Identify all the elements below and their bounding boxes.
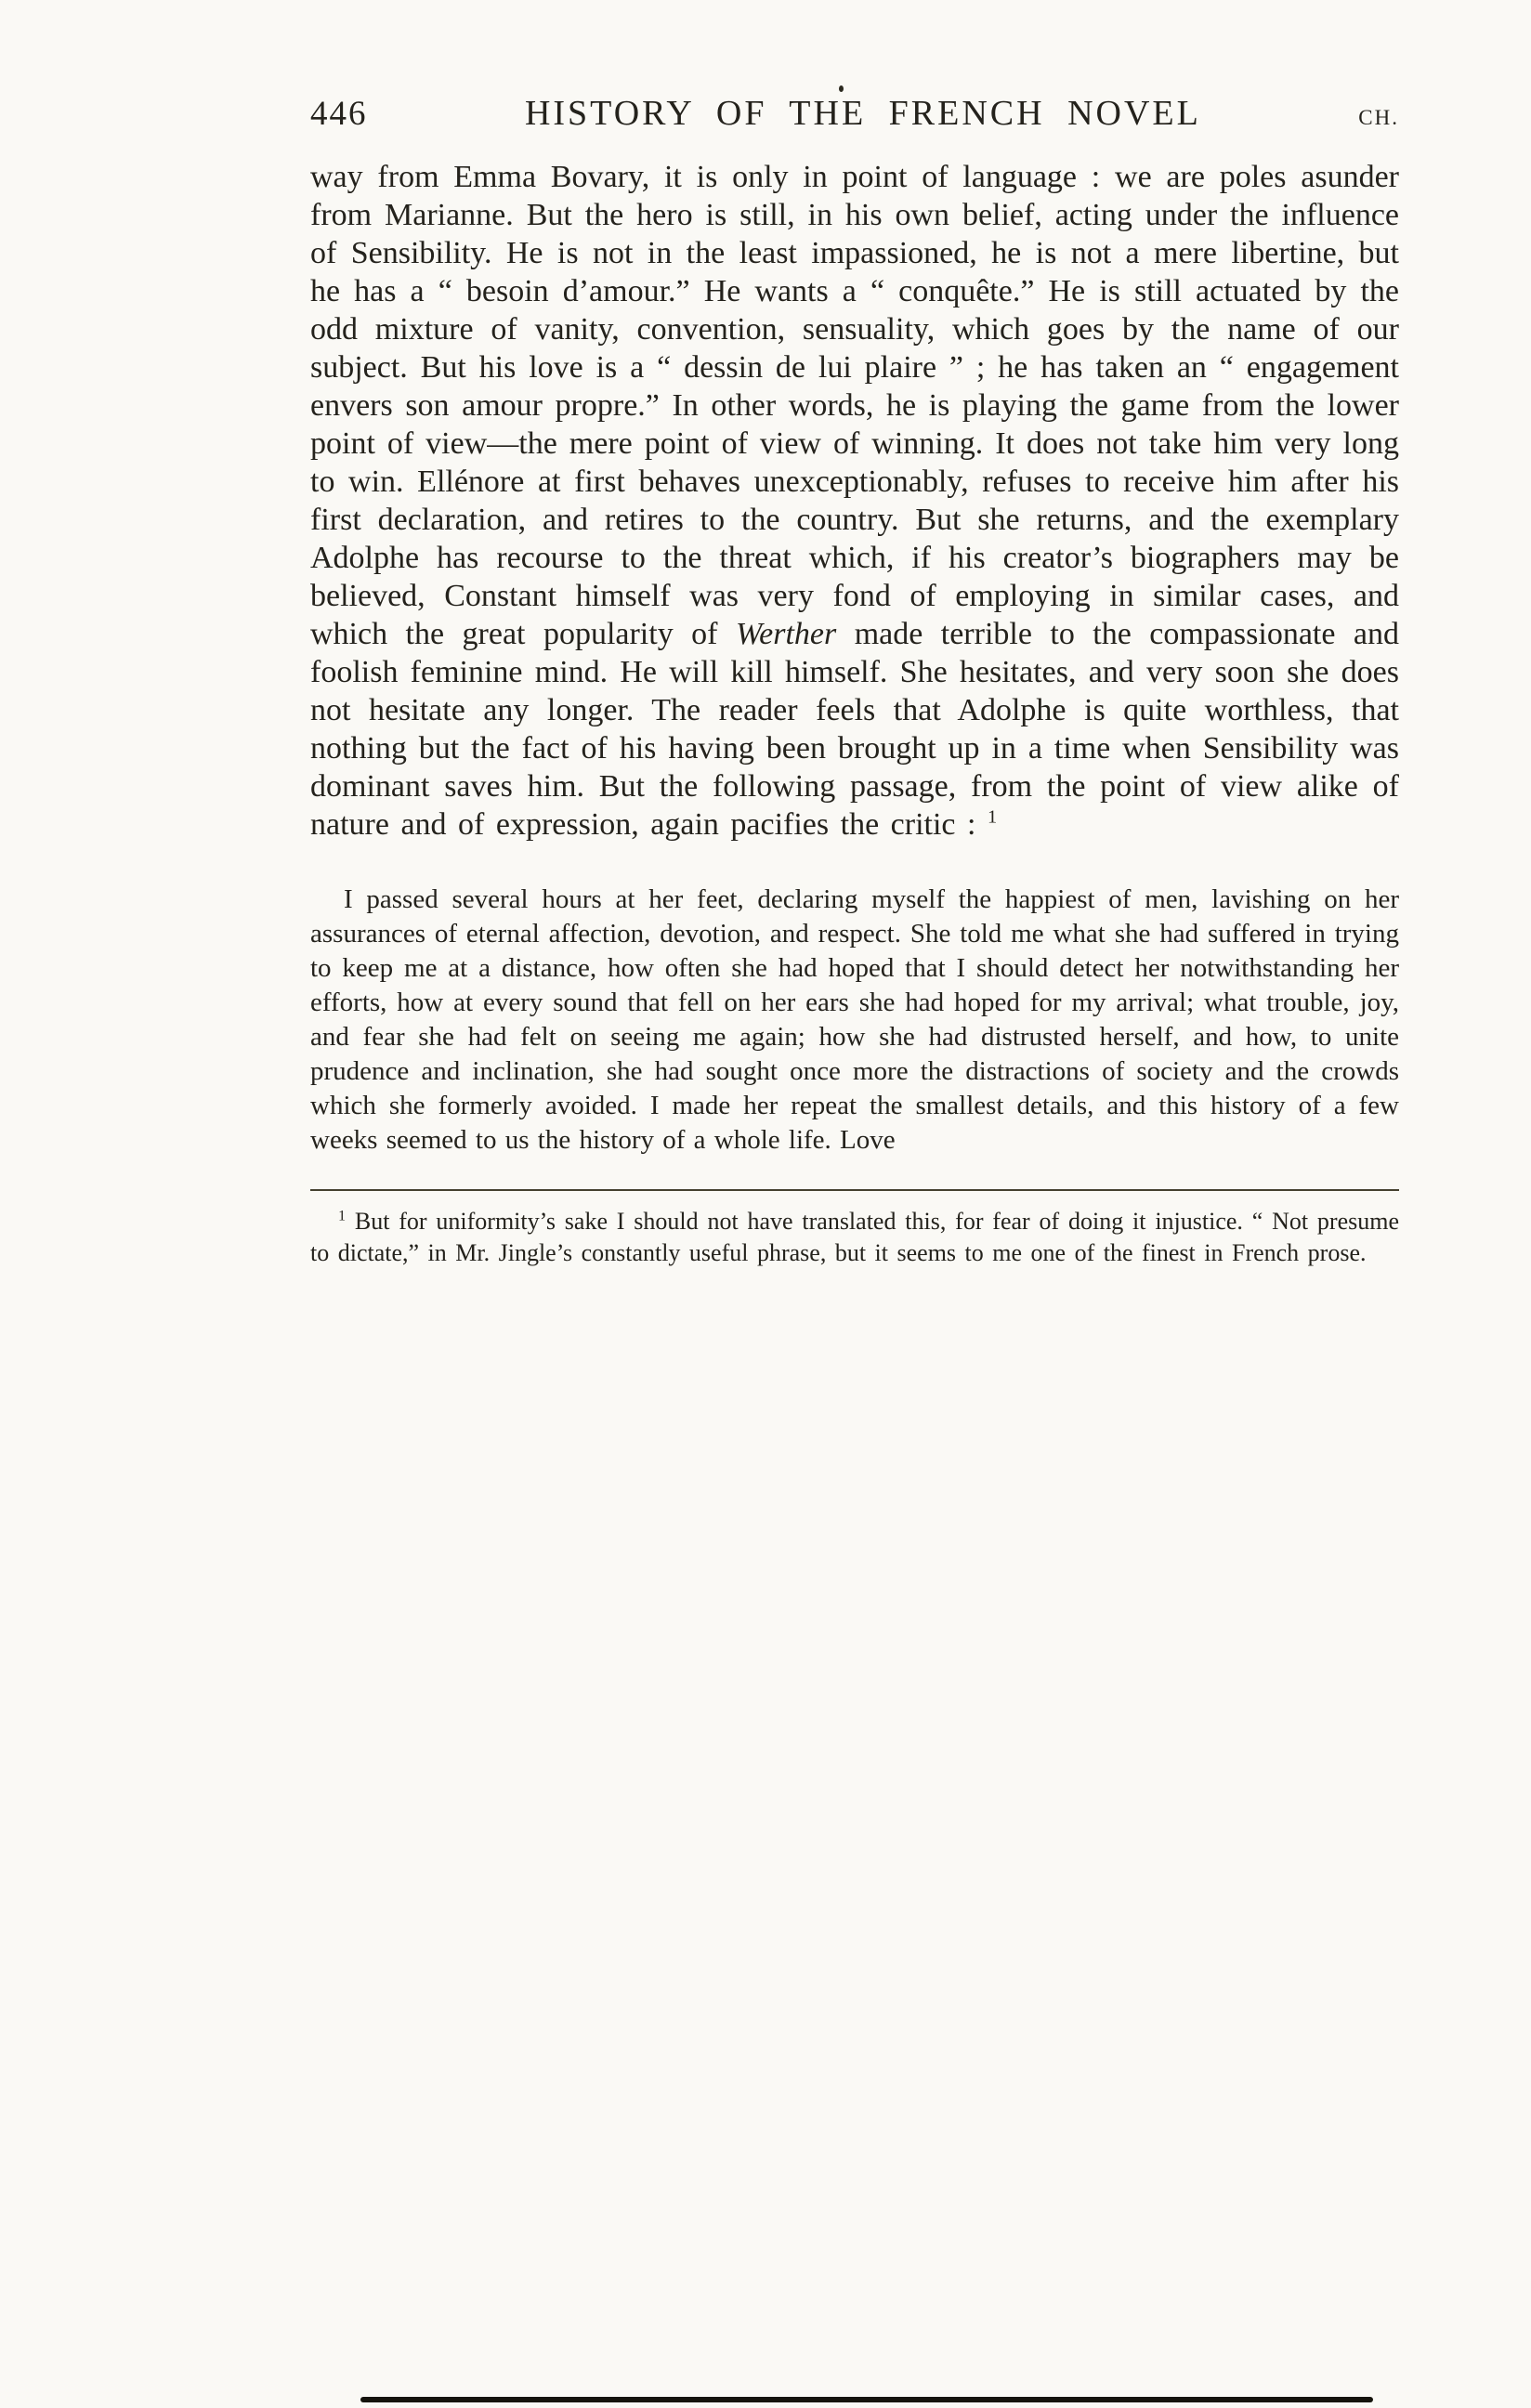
footnote-text: But for uniformity’s sake I should not have translated this, for fear of doing it injustice. “ Not presume to dictate,” in Mr. Jingle’s constantly useful phrase, but it seems to me one of the finest in French prose. <box>310 1208 1399 1266</box>
footnote <box>310 1206 1399 1269</box>
book-page <box>310 0 1399 1269</box>
footnote-rule <box>310 1189 1399 1191</box>
running-title: HISTORY OF THE FRENCH NOVEL <box>524 94 1201 133</box>
scan-speck <box>839 85 844 92</box>
footnote-marker: 1 <box>338 1208 347 1224</box>
quoted-passage: I passed several hours at her feet, declaring myself the happiest of men, lavishing on her assurances of eternal affection, devotion, and respect. She told me what she had suffered in trying to keep me at a distance, how often she had hoped that I should detect her notwithstanding her efforts, how at every sound that fell on her ears she had hoped for my arrival; what trouble, joy, and fear she had felt on seeing me again; how she had distrusted herself, and how, to unite prudence and inclination, she had sought once more the distractions of society and the crowds which she formerly avoided. I made her repeat the smallest details, and this history of a few weeks seemed to us the history of a whole life. Love <box>310 884 1399 1155</box>
body-text-part2: made terrible to the compassionate and foolish feminine mind. He will kill himself. She hesitates, and very soon she does not hesitate any longer. The reader feels that Adolphe is quite worthless, that nothing but the fact of his having been brought up in a time when Sensibility was dominant saves him. But the following passage, from the point of view alike of nature and of expression, again pacifies the critic : <box>310 617 1399 842</box>
chapter-marker: CH. <box>1358 106 1399 129</box>
body-text-part1: way from Emma Bovary, it is only in point of language : we are poles asunder from Marianne. But the hero is still, in his own belief, acting under the influence of Sensibility. He is not in the least impassioned, he is not a mere libertine, but he has a “ besoin d’amour.” He wants a “ conquête.” He is still actuated by the odd mixture of vanity, convention, sensuality, which goes by the name of our subject. But his love is a “ dessin de lui plaire ” ; he has taken an “ engagement envers son amour propre.” In other words, he is playing the game from the lower point of view—the mere point of view of winning. It does not take him very long to win. Ellénore at first behaves unexceptionably, refuses to receive him after his first declaration, and retires to the country. But she returns, and the exemplary Adolphe has recourse to the threat which, if his creator’s biographers may be believed, Constant himself was very fond of employing in similar cases, and which the great popularity of <box>310 160 1399 651</box>
body-paragraph <box>310 158 1399 844</box>
footnote-reference: 1 <box>987 806 998 828</box>
body-italic-title: Werther <box>735 617 837 651</box>
page-header <box>310 93 1399 134</box>
scan-edge-artifact <box>360 2397 1373 2402</box>
page-number: 446 <box>310 95 368 133</box>
